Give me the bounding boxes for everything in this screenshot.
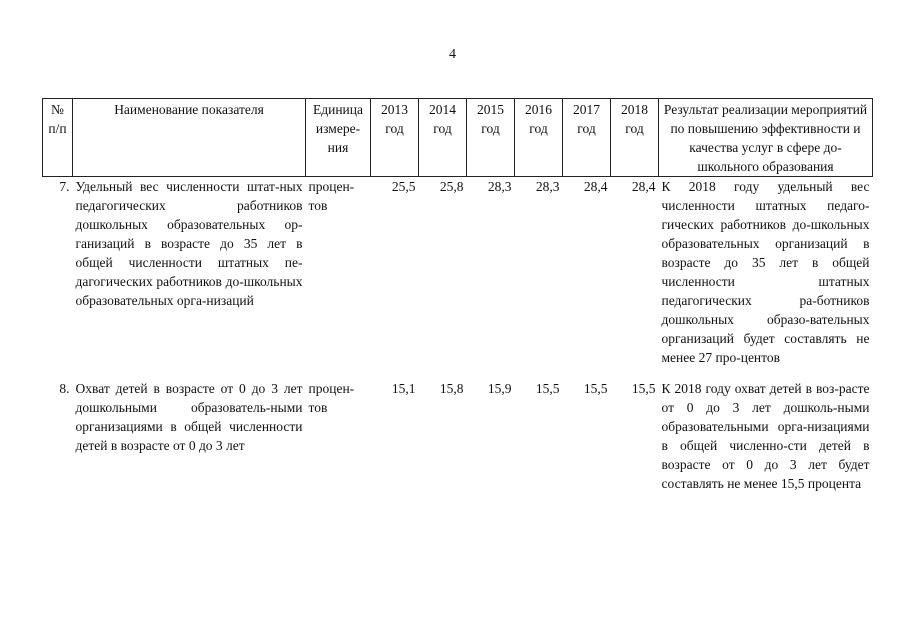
value-2014: 15,8 [439,381,464,396]
value-2013: 15,1 [391,381,416,396]
value-2016: 15,5 [535,381,560,396]
value-2014: 25,8 [439,179,464,194]
indicators-table [42,98,873,505]
value-2015: 15,9 [487,381,512,396]
row-number: 8. [59,381,70,396]
result-cell: К 2018 году удельный вес численности штатных педаго-гических работников до-школьных образовательных организаций в возрасте до 35 лет в общей численности штатных педагогических ра-ботников дошкольных образо-вательных организаций будет составлять не менее 27 про-центов [661,179,870,365]
header-year-2017: 2017 год [563,99,611,177]
indicator-name: Удельный вес численности штат-ных педагогических работников дошкольных образовательных ор-ганизаций в возрасте до 35 лет в общей численности штатных пе-дагогических работников до-школьных образовательных орга-низаций [75,179,303,308]
header-num: № п/п [43,99,73,177]
header-name: Наименование показателя [73,99,306,177]
table-header-row [43,99,873,177]
header-year-2015: 2015 год [467,99,515,177]
value-2017: 15,5 [583,381,608,396]
result-cell: К 2018 году охват детей в воз-расте от 0 до 3 лет дошколь-ными образовательными орга-низациями в общей численно-сти детей в возрасте от 0 до 3 лет будет составлять не менее 15,5 процента [661,381,870,491]
header-unit: Единица измере-ния [306,99,371,177]
value-2017: 28,4 [583,179,608,194]
value-2015: 28,3 [487,179,512,194]
header-result: Результат реализации мероприятий по повышению эффективности и качества услуг в сфере до-школьного образования [659,99,873,177]
header-year-2014: 2014 год [419,99,467,177]
header-year-2018: 2018 год [611,99,659,177]
table-row [43,379,873,505]
value-2013: 25,5 [391,179,416,194]
value-2016: 28,3 [535,179,560,194]
unit-cell: процен-тов [308,179,355,213]
page-number: 4 [449,47,456,62]
value-2018: 15,5 [631,381,656,396]
indicator-name: Охват детей в возрасте от 0 до 3 лет дошкольными образователь-ными организациями в общей численности детей в возрасте от 0 до 3 лет [75,381,303,453]
table-row [43,177,873,380]
value-2018: 28,4 [631,179,656,194]
row-number: 7. [59,179,70,194]
header-year-2013: 2013 год [371,99,419,177]
unit-cell: процен-тов [308,381,355,415]
header-year-2016: 2016 год [515,99,563,177]
